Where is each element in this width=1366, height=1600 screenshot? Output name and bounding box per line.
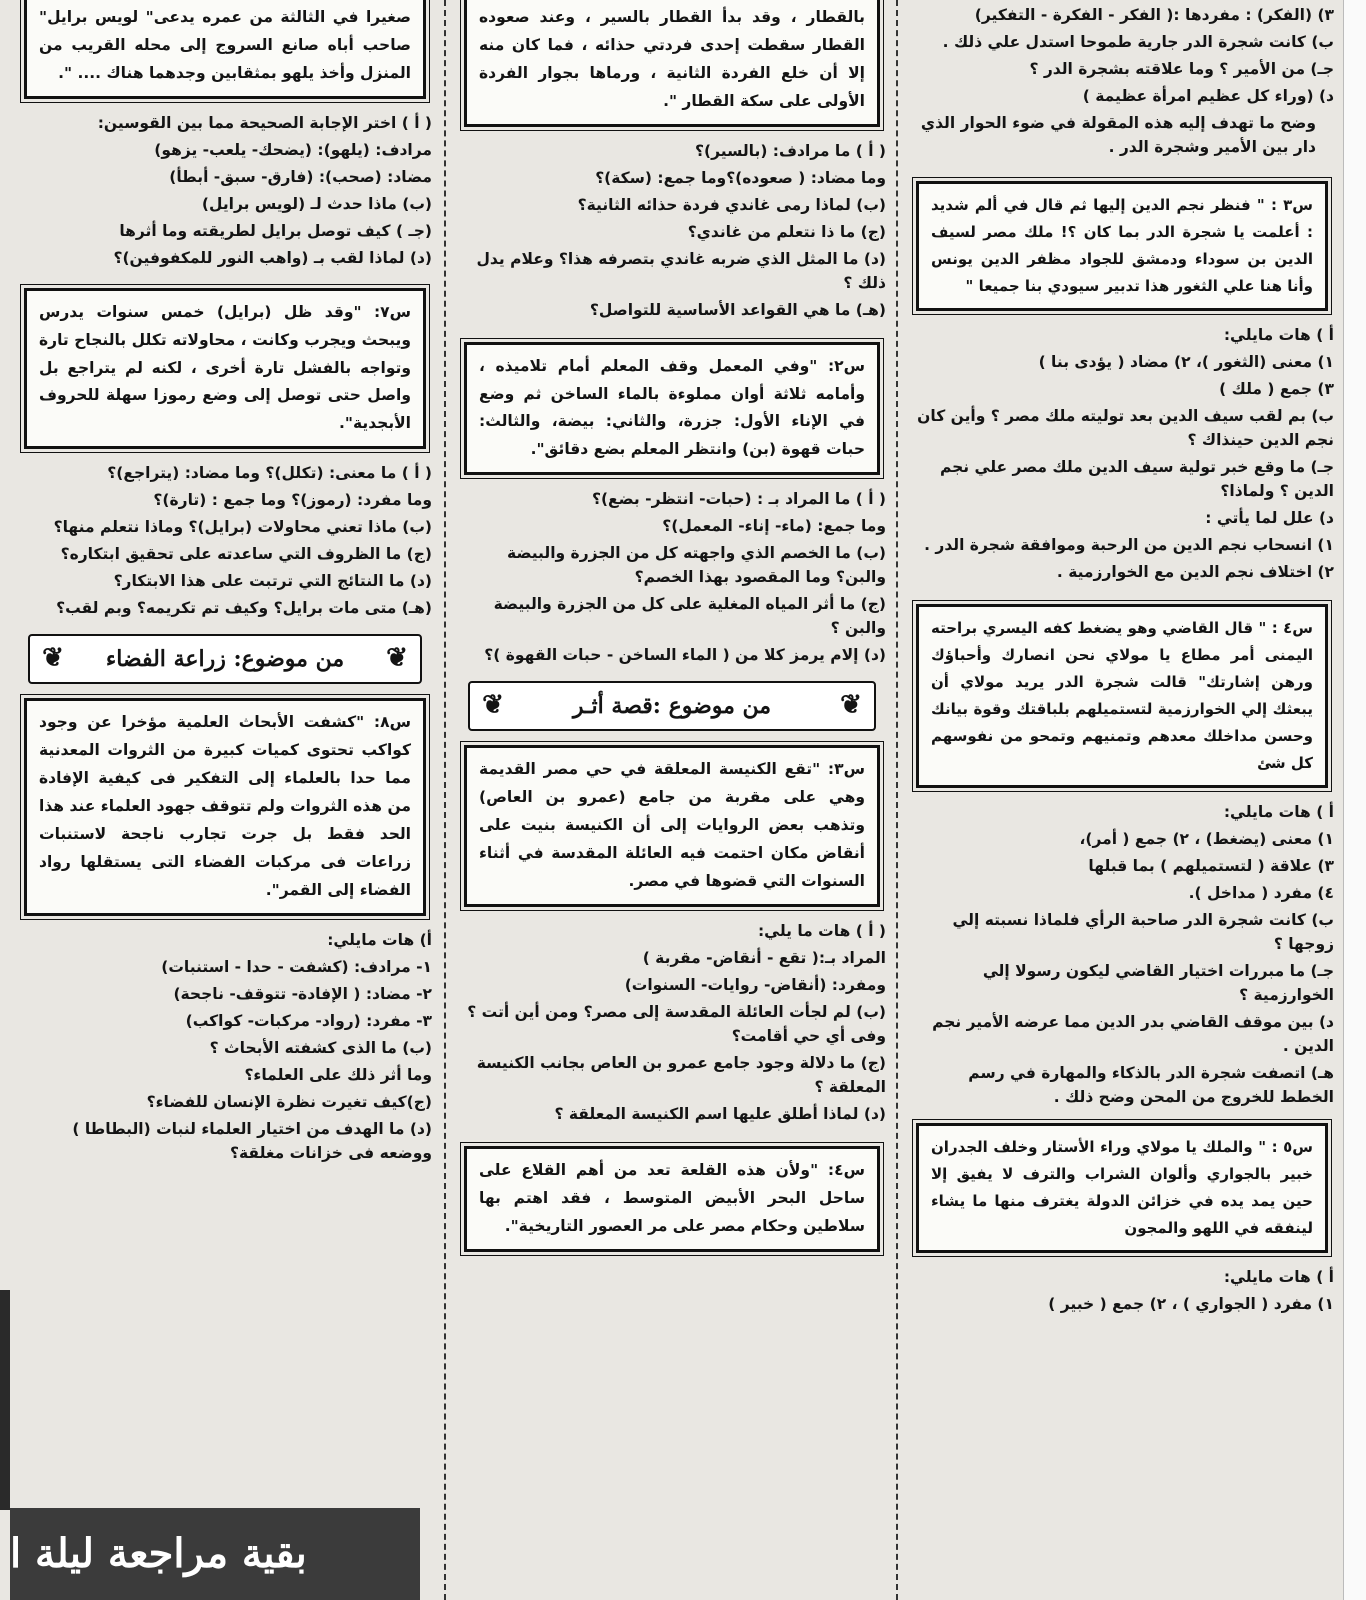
question-line: ١) مفرد ( الجواري ) ، ٢) جمع ( خبير ) <box>1048 1295 1334 1314</box>
question-line: ٣) جمع ( ملك ) <box>1219 380 1334 399</box>
question-line: ( أ ) هات ما يلي: <box>757 921 886 940</box>
ornament-icon: ❦ <box>840 690 862 721</box>
text-line: وضح ما تهدف إليه هذه المقولة في ضوء الحوار الذي دار بين الأمير وشجرة الدر . <box>920 114 1316 157</box>
passage-box-q4: س٤ : " قال القاضي وهو يضغط كفه اليسري براحته اليمنى أمر مطاع يا مولاي نحن انصارك وأحباؤك ورهن إشارتك" قالت شجرة الدر يريد مولاي أن يبعثك إلي الخوارزمية لتستميلهم بلباقتك وقوة بيانك وحسن مداخلك معدهم وتمنيهم وتمحو من نفوسهم كل شئ <box>916 604 1328 788</box>
passage-box-q5: س٥ : " والملك يا مولاي وراء الأستار وخلف الجدران خبير بالجواري وألوان الشراب والترف لا يفيق إلا حين يمد يده في خزائن الدولة يغترف منها ما يشاء لينفقه في اللهو والمجون <box>916 1123 1328 1253</box>
question-line: (د) إلام يرمز كلا من ( الماء الساخن - حبات القهوة )؟ <box>484 646 886 665</box>
passage-box-q7: س٧: "وقد ظل (برايل) خمس سنوات يدرس ويبحث ويجرب وكانت ، محاولاته تكلل بالنجاح تارة وتواجه بالفشل تارة أخرى ، لكنه لم يتراجع بل واصل حتى توصل إلى وضع رموزا سهلة للحروف الأبجدية". <box>24 288 426 449</box>
question-line: ١) انسحاب نجم الدين من الرحبة وموافقة شجرة الدر . <box>924 536 1334 555</box>
question-line: ومفرد: (أنقاض- روايات- السنوات) <box>624 975 886 994</box>
passage-box-q3: س٣ : " فنظر نجم الدين إليها ثم قال في ألم شديد : أعلمت يا شجرة الدر بما كان ؟! ملك مصر لسيف الدين بن سوداء ودمشق للجواد مظفر الدين يونس وأنا هنا علي الثغور هذا تدبير سيودي بنا جميعا " <box>916 181 1328 311</box>
question-line: ١) معنى (الثغور )، ٢) مضاد ( يؤدى بنا ) <box>1038 353 1334 372</box>
question-line: (هـ) ما هي القواعد الأساسية للتواصل؟ <box>589 300 886 319</box>
question-line: (ب) لم لجأت العائلة المقدسة إلى مصر؟ ومن أين أتت ؟ وفى أي حي أقامت؟ <box>467 1002 886 1045</box>
question-line: (د) ما الهدف من اختيار العلماء لنبات (البطاطا ) ووضعه فى خزانات مغلقة؟ <box>72 1119 432 1162</box>
ornament-icon: ❦ <box>386 643 408 674</box>
question-line: (ب) لماذا رمى غاندي فردة حذائه الثانية؟ <box>577 195 886 214</box>
passage-box-q8: س٨: "كشفت الأبحاث العلمية مؤخرا عن وجود كواكب تحتوى كميات كبيرة من الثروات المعدنية مما حدا بالعلماء إلى التفكير فى كيفية الإفادة من هذه الثروات ولم تتوقف جهود العلماء عند هذا الحد فقط بل جرت تجارب ناجحة لاستنبات زراعات فى مركبات الفضاء التى يستقلها رواد الفضاء إلى القمر". <box>24 698 426 915</box>
question-line: (ب) ما الخصم الذي واجهته كل من الجزرة والبيضة والبن؟ وما المقصود بهذا الخصم؟ <box>507 544 886 587</box>
question-line: ١- مرادف: (كشفت - حدا - استنبات) <box>161 957 432 976</box>
question-line: (د) ما المثل الذي ضربه غاندي بتصرفه هذا؟ وعلام يدل ذلك ؟ <box>476 249 886 292</box>
text-line: ب) كانت شجرة الدر جارية طموحا استدل علي ذلك . <box>942 33 1334 52</box>
question-line: (ج)كيف تغيرت نظرة الإنسان للفضاء؟ <box>146 1092 432 1111</box>
question-line: (ج) ما دلالة وجود جامع عمرو بن العاص بجانب الكنيسة المعلقة ؟ <box>476 1053 886 1096</box>
question-line: مضاد: (صحب): (فارق- سبق- أبطأ) <box>169 167 432 186</box>
column-divider <box>444 0 446 1600</box>
passage-box-gandhi: بالقطار ، وقد بدأ القطار بالسير ، وعند صعوده القطار سقطت إحدى فردتي حذائه ، فما كان منه إلا أن خلع الفردة الثانية ، ورماها بجوار الفردة الأولى على سكة القطار ". <box>464 0 880 127</box>
question-line: وما أثر ذلك على العلماء؟ <box>244 1065 432 1084</box>
passage-box-braille: صغيرا في الثالثة من عمره يدعى" لويس برايل" صاحب أباه صانع السروج إلى محله القريب من المنزل وأخذ يلهو بمثقابين وجدهما هناك .... ". <box>24 0 426 99</box>
passage-box-q3: س٣: "تقع الكنيسة المعلقة في حي مصر القديمة وهي على مقربة من جامع (عمرو بن العاص) وتذهب بعض الروايات إلى أن الكنيسة بنيت على أنقاض مكان احتمت فيه العائلة المقدسة في أثناء السنوات التي قضوها في مصر. <box>464 745 880 906</box>
question-line: أ ) هات مايلي: <box>1223 326 1334 345</box>
page-edge-strip <box>1343 0 1366 1600</box>
middle-column <box>450 0 894 1600</box>
text-line: ٣) (الفكر) : مفردها :( الفكر - الفكرة - التفكير) <box>974 6 1334 24</box>
column-divider <box>896 0 898 1600</box>
question-line: د) بين موقف القاضي بدر الدين مما عرضه الأمير نجم الدين . <box>932 1013 1334 1056</box>
question-line: (ب) ماذا حدث لـ (لويس برايل) <box>201 194 432 213</box>
question-line: ( أ ) ما معنى: (تكلل)؟ وما مضاد: (يتراجع)؟ <box>107 464 432 483</box>
question-line: هـ) اتصفت شجرة الدر بالذكاء والمهارة في رسم الخطط للخروج من المحن وضح ذلك . <box>968 1064 1334 1107</box>
question-line: د) علل لما يأتي : <box>1205 509 1334 528</box>
question-line: (جـ ) كيف توصل برايل لطريقته وما أثرها <box>119 221 432 240</box>
section-banner-title: من موضوع :قصة أثـر <box>572 693 772 720</box>
question-line: ٣) علاقة ( لتستميلهم ) بما قبلها <box>1088 857 1334 876</box>
question-line: (ج) ما أثر المياه المغلية على كل من الجزرة والبيضة والبن ؟ <box>493 595 886 638</box>
question-line: (ب) ماذا تعني محاولات (برايل)؟ وماذا نتعلم منها؟ <box>53 518 432 537</box>
question-line: (د) ما النتائج التي ترتبت على هذا الابتكار؟ <box>113 572 432 591</box>
question-line: أ) هات مايلي: <box>327 930 432 949</box>
question-line: ١) معنى (يضغط) ، ٢) جمع ( أمر)، <box>1079 830 1334 849</box>
passage-box-q2: س٢: "وفي المعمل وقف المعلم أمام تلاميذه ، وأمامه ثلاثة أوان مملوءة بالماء الساخن ثم وضع في الإناء الأول: جزرة، والثاني: بيضة، والثالث: حبات قهوة (بن) وانتظر المعلم بضع دقائق". <box>464 342 880 476</box>
question-line: وما مفرد: (رموز)؟ وما جمع : (تارة)؟ <box>153 491 432 510</box>
page-edge-mark <box>0 1290 10 1510</box>
question-line: وما مضاد: ( صعوده)؟وما جمع: (سكة)؟ <box>595 168 886 187</box>
question-line: (د) لماذا لقب بـ (واهب النور للمكفوفين)؟ <box>113 248 432 267</box>
bottom-banner-title: بقية مراجعة ليلة ا <box>10 1530 307 1577</box>
question-line: (ج) ما ذا نتعلم من غاندي؟ <box>687 222 886 241</box>
question-line: مرادف: (يلهو): (يضحك- يلعب- يزهو) <box>154 140 432 159</box>
question-line: (هـ) متى مات برايل؟ وكيف تم تكريمه؟ وبم لقب؟ <box>56 599 432 618</box>
question-line: ٢- مضاد: ( الإفادة- تتوقف- ناجحة) <box>173 984 432 1003</box>
question-line: المراد بـ:( تقع - أنقاض- مقربة ) <box>642 948 886 967</box>
question-line: أ ) هات مايلي: <box>1223 1268 1334 1287</box>
text-line: جـ) من الأمير ؟ وما علاقته بشجرة الدر ؟ <box>1029 60 1334 79</box>
question-line: (ج) ما الظروف التي ساعدته على تحقيق ابتكاره؟ <box>60 545 432 564</box>
question-line: وما جمع: (ماء- إناء- المعمل)؟ <box>662 517 886 536</box>
text-line: د) (وراء كل عظيم امرأة عظيمة ) <box>1082 87 1334 106</box>
ornament-icon: ❦ <box>42 643 64 674</box>
section-banner <box>468 681 876 731</box>
question-line: ( أ ) ما مرادف: (بالسير)؟ <box>695 141 886 160</box>
question-line: (ب) ما الذى كشفته الأبحاث ؟ <box>209 1038 432 1057</box>
question-line: ب) كانت شجرة الدر صاحبة الرأي فلماذا نسبته إلي زوجها ؟ <box>952 911 1334 954</box>
question-line: ( أ ) اختر الإجابة الصحيحة مما بين القوسين: <box>97 113 432 132</box>
question-line: جـ) ما وقع خبر تولية سيف الدين ملك مصر علي نجم الدين ؟ ولماذا؟ <box>939 458 1334 501</box>
section-banner <box>28 634 422 684</box>
question-line: (د) لماذا أطلق عليها اسم الكنيسة المعلقة ؟ <box>554 1104 886 1123</box>
question-line: ٣- مفرد: (رواد- مركبات- كواكب) <box>185 1011 432 1030</box>
question-line: ب) بم لقب سيف الدين بعد توليته ملك مصر ؟ وأين كان نجم الدين حينذاك ؟ <box>917 407 1334 450</box>
passage-box-q4: س٤: "ولأن هذه القلعة تعد من أهم القلاع على ساحل البحر الأبيض المتوسط ، فقد اهتم بها سلاطين وحكام مصر على مر العصور التاريخية". <box>464 1146 880 1252</box>
left-column <box>10 0 440 1600</box>
question-line: ( أ ) ما المراد بـ : (حبات- انتظر- بضع)؟ <box>591 490 886 509</box>
question-line: ٢) اختلاف نجم الدين مع الخوارزمية . <box>1056 563 1334 582</box>
ornament-icon: ❦ <box>482 690 504 721</box>
question-line: ٤) مفرد ( مداخل ). <box>1188 884 1334 903</box>
section-banner-title: من موضوع: زراعة الفضاء <box>105 646 345 673</box>
right-column <box>902 0 1342 1600</box>
bottom-banner <box>10 1508 420 1600</box>
question-line: أ ) هات مايلي: <box>1223 803 1334 822</box>
question-line: جـ) ما مبررات اختيار القاضي ليكون رسولا إلي الخوارزمية ؟ <box>982 962 1334 1005</box>
